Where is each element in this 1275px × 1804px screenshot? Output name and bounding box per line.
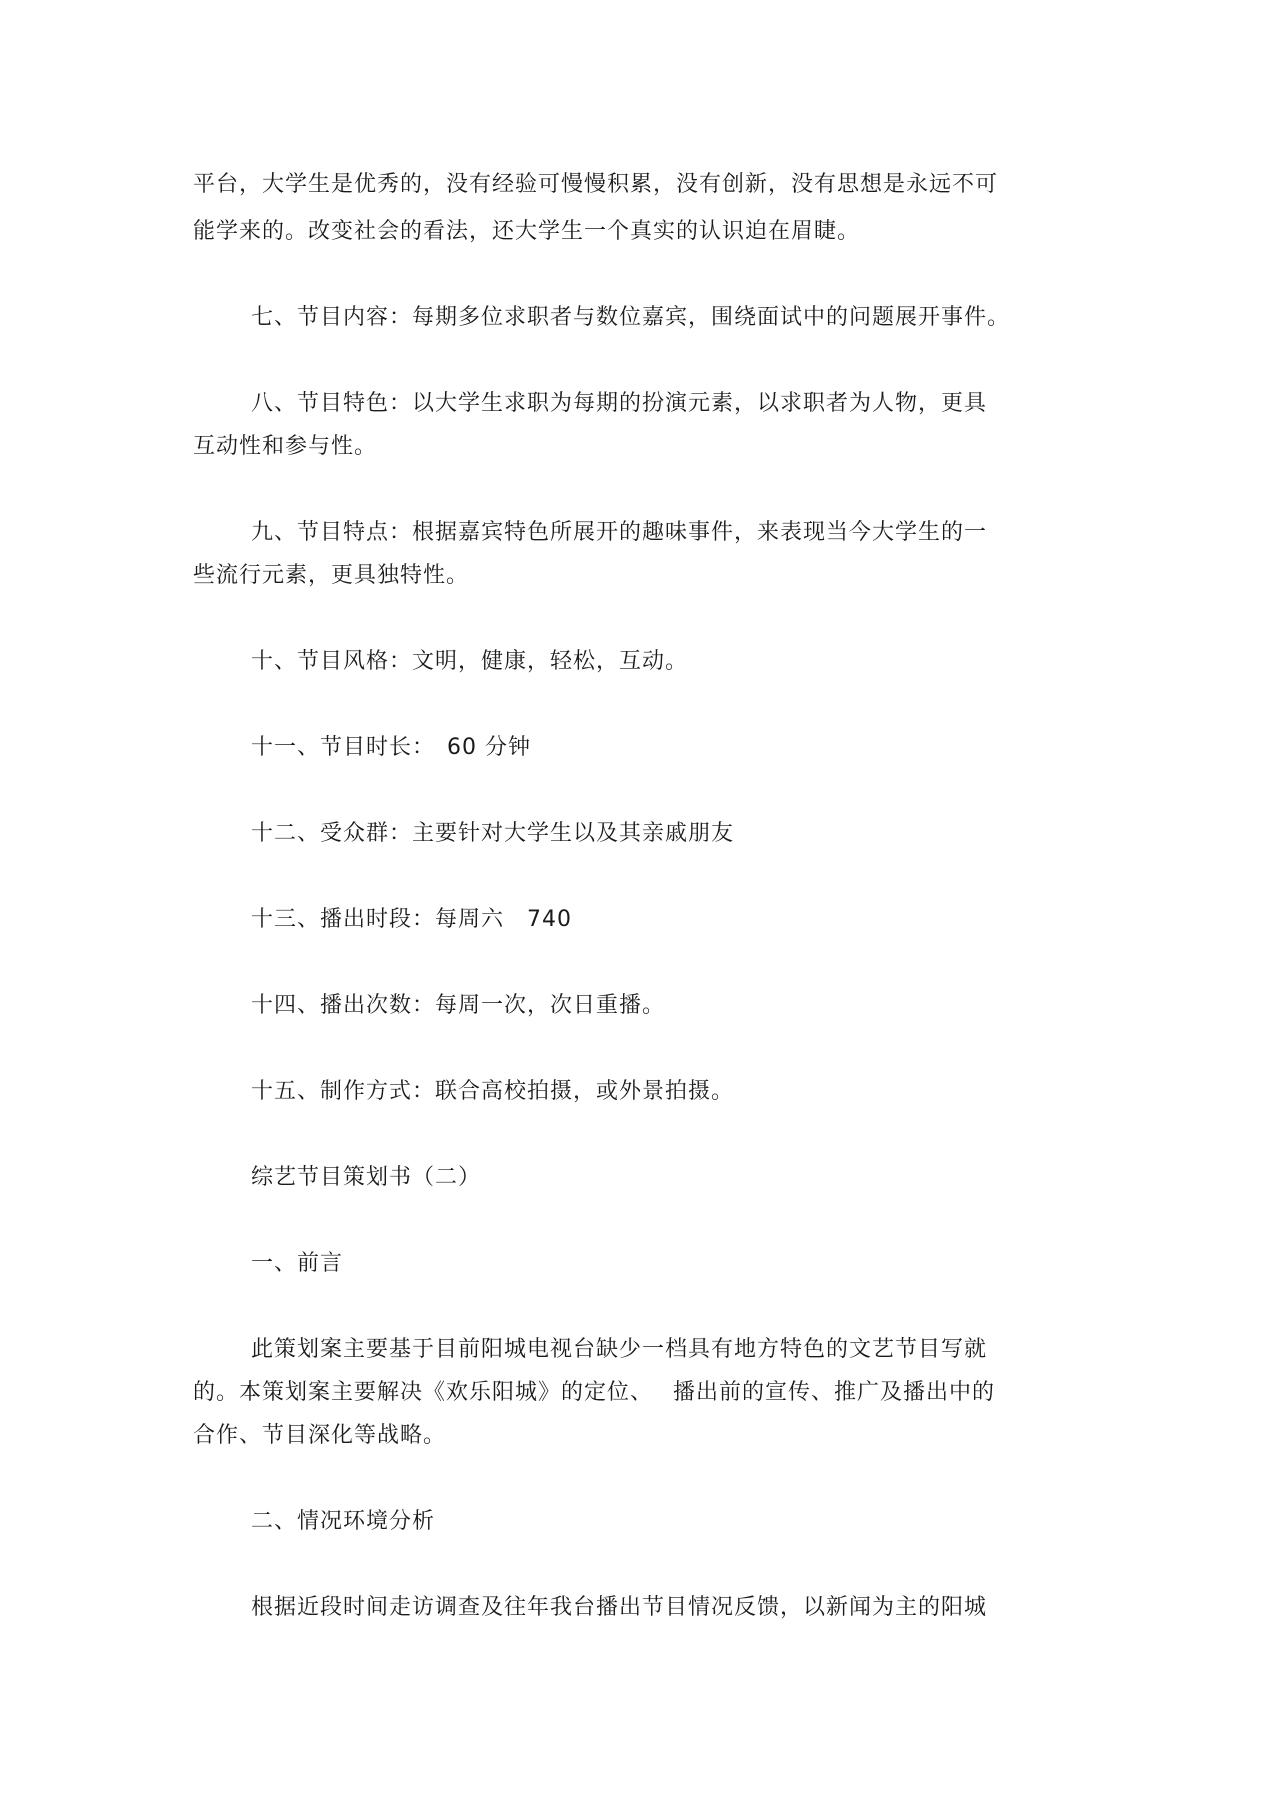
paragraph-line: 能学来的。改变社会的看法，还大学生一个真实的认识迫在眉睫。	[193, 219, 861, 244]
paragraph-line: 的。本策划案主要解决《欢乐阳城》的定位、 播出前的宣传、推广及播出中的	[193, 1380, 995, 1405]
section-item-content: 七、节目内容：每期多位求职者与数位嘉宾，围绕面试中的问题展开事件。	[251, 305, 1011, 330]
paragraph-line: 些流行元素，更具独特性。	[193, 563, 470, 588]
paragraph-line: 此策划案主要基于目前阳城电视台缺少一档具有地方特色的文艺节目写就	[251, 1337, 988, 1362]
section-heading-analysis: 二、情况环境分析	[251, 1509, 436, 1534]
paragraph-line: 互动性和参与性。	[193, 434, 378, 459]
paragraph-line: 平台，大学生是优秀的，没有经验可慢慢积累，没有创新，没有思想是永远不可	[193, 172, 999, 197]
section-title: 综艺节目策划书（二）	[251, 1165, 482, 1190]
section-item-audience: 十二、受众群：主要针对大学生以及其亲戚朋友	[251, 821, 735, 846]
section-item-characteristics: 九、节目特点：根据嘉宾特色所展开的趣味事件，来表现当今大学生的一	[251, 520, 988, 545]
section-heading-preface: 一、前言	[251, 1251, 344, 1276]
section-item-production: 十五、制作方式：联合高校拍摄，或外景拍摄。	[251, 1079, 735, 1104]
paragraph-line: 合作、节目深化等战略。	[193, 1423, 447, 1448]
section-item-frequency: 十四、播出次数：每周一次，次日重播。	[251, 993, 666, 1018]
section-item-timeslot: 十三、播出时段：每周六 740	[251, 907, 572, 932]
paragraph-line: 根据近段时间走访调查及往年我台播出节目情况反馈，以新闻为主的阳城	[251, 1595, 988, 1620]
section-item-style: 十、节目风格：文明，健康，轻松，互动。	[251, 649, 689, 674]
section-item-duration: 十一、节目时长： 60 分钟	[251, 735, 531, 760]
section-item-feature: 八、节目特色：以大学生求职为每期的扮演元素，以求职者为人物，更具	[251, 391, 988, 416]
